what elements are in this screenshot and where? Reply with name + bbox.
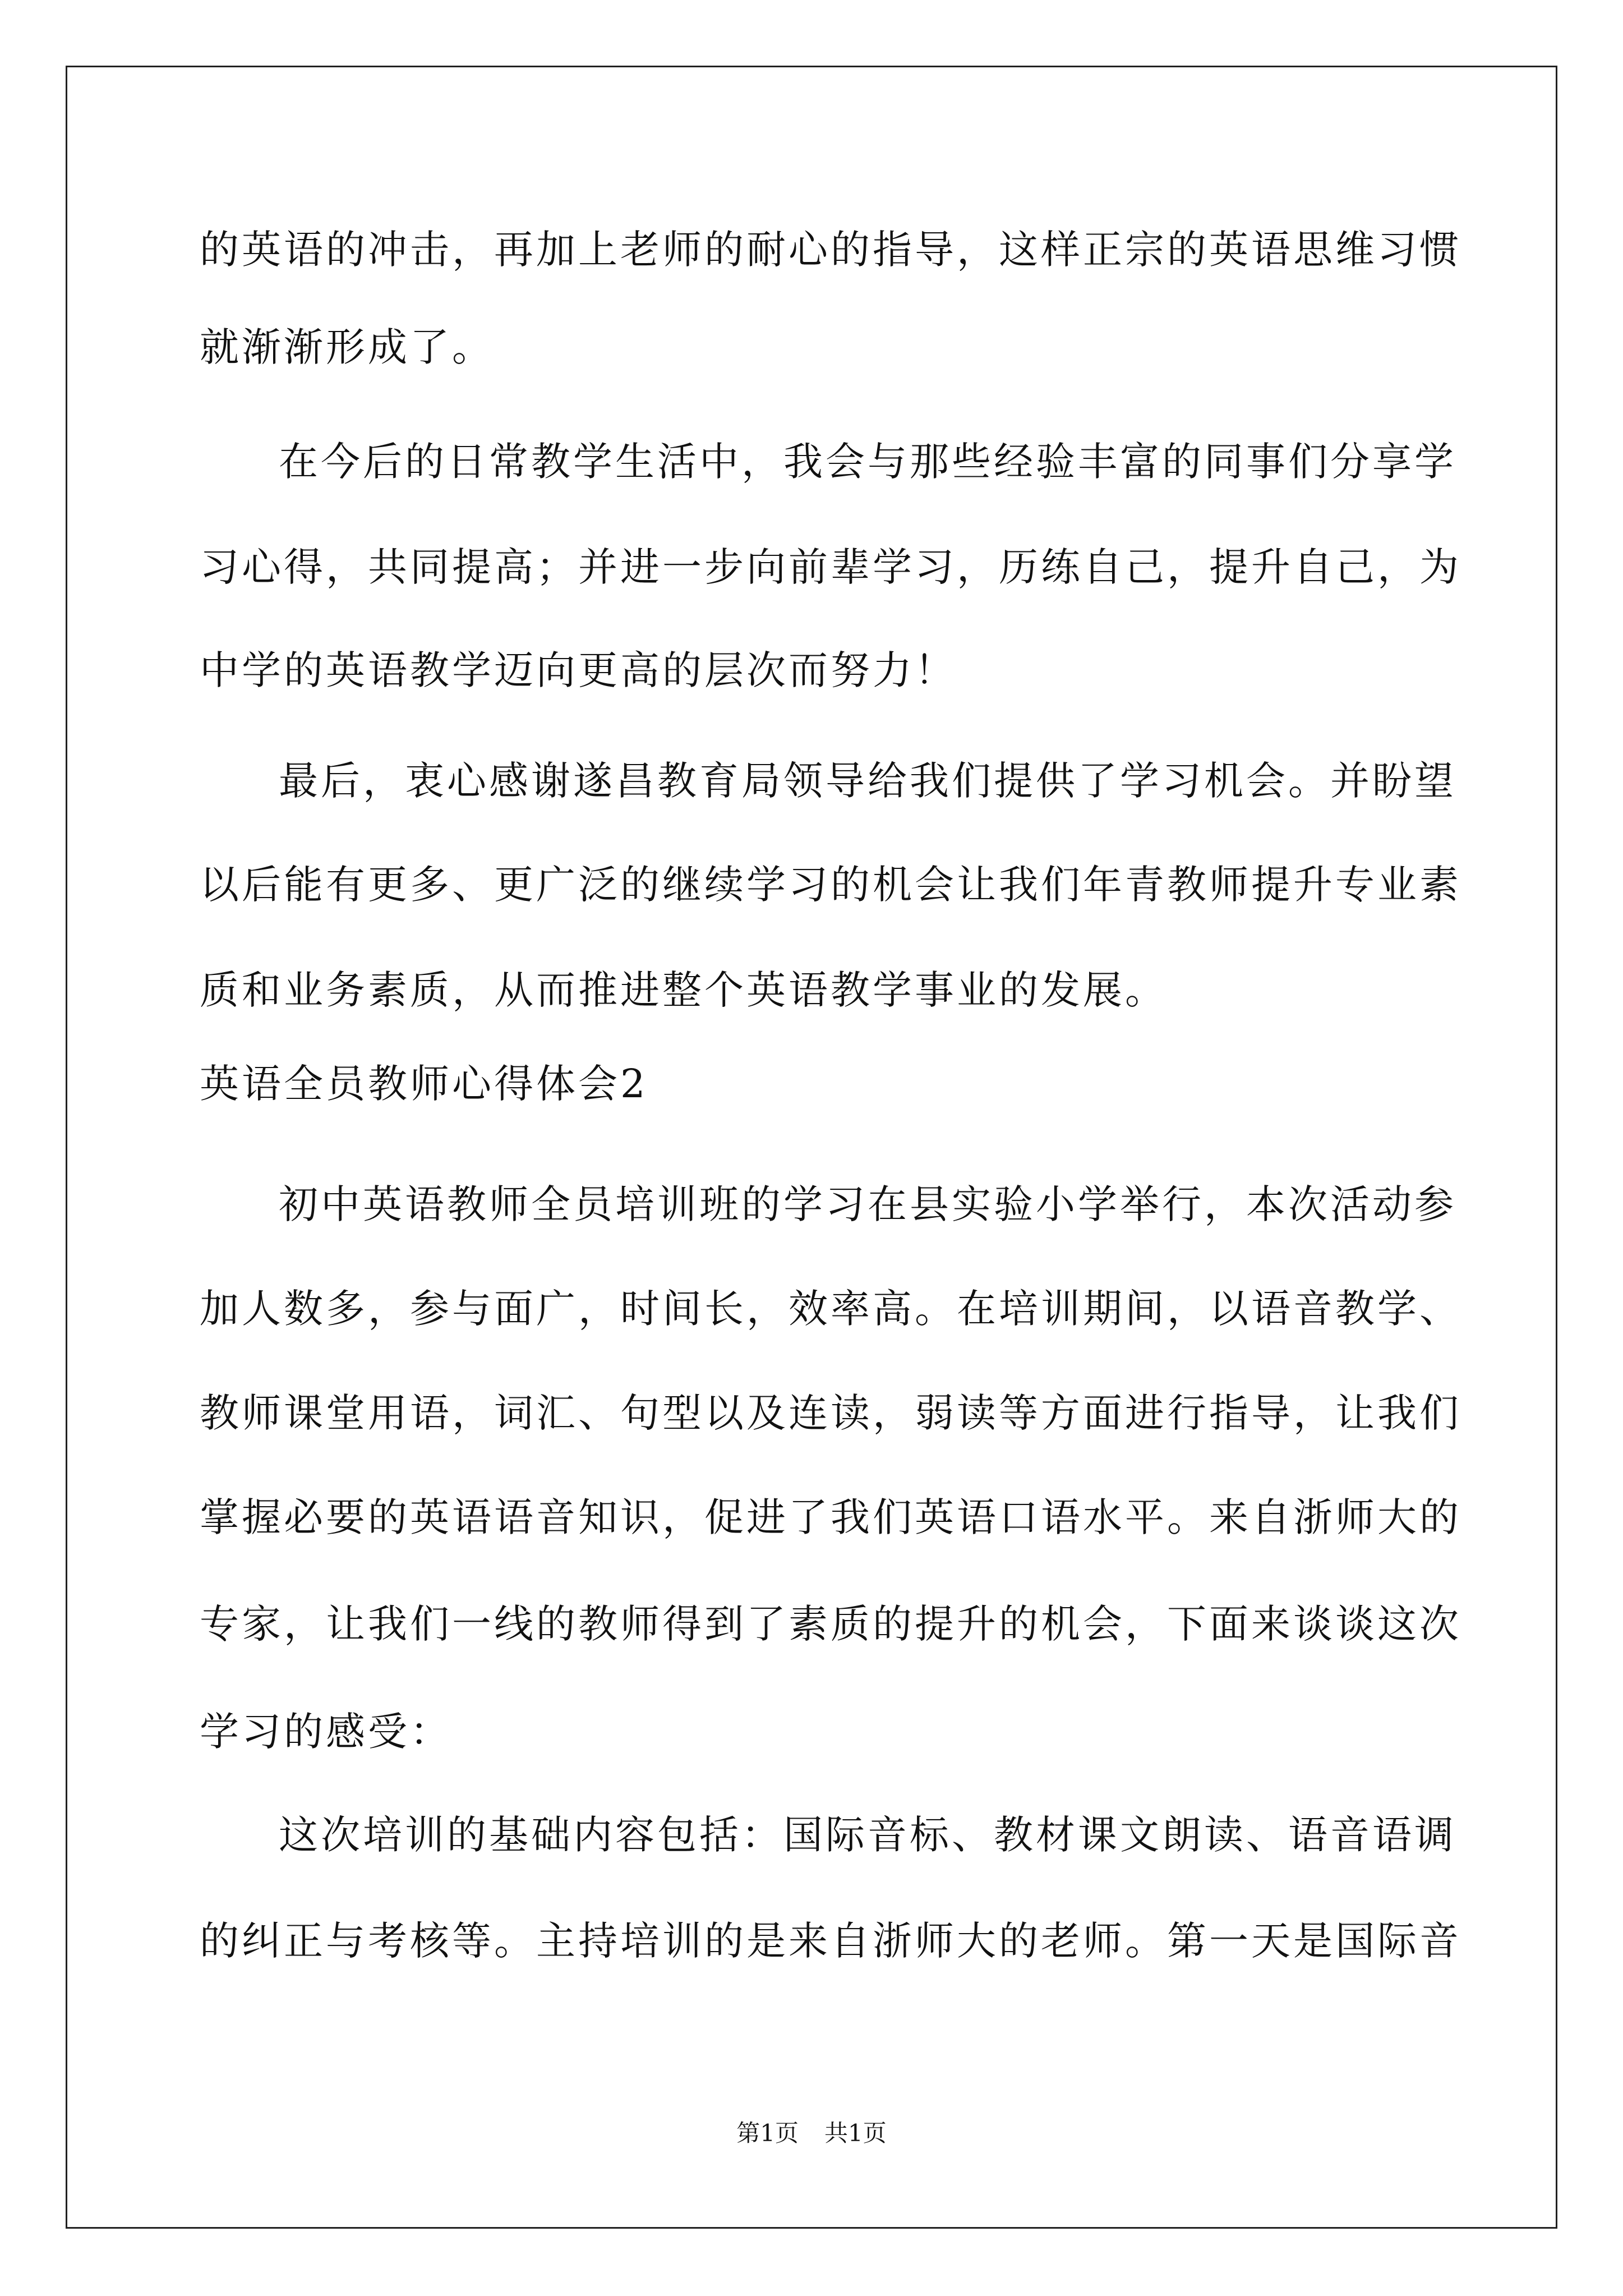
text-line: 质和业务素质，从而推进整个英语教学事业的发展。 (200, 967, 1167, 1013)
text-line: 就渐渐形成了。 (200, 324, 494, 370)
text-line: 专家，让我们一线的教师得到了素质的提升的机会，下面来谈谈这次 (200, 1601, 1461, 1647)
paragraph-start-line: 这次培训的基础内容包括：国际音标、教材课文朗读、语音语调 (279, 1812, 1456, 1858)
text-line: 学习的感受： (200, 1709, 452, 1755)
text-line: 的纠正与考核等。主持培训的是来自浙师大的老师。第一天是国际音 (200, 1918, 1461, 1964)
text-line: 的英语的冲击，再加上老师的耐心的指导，这样正宗的英语思维习惯 (200, 227, 1461, 273)
section-heading: 英语全员教师心得体会2 (200, 1061, 648, 1107)
page-border (66, 66, 1557, 2229)
paragraph-start-line: 初中英语教师全员培训班的学习在县实验小学举行，本次活动参 (279, 1181, 1456, 1227)
text-line: 加人数多，参与面广，时间长，效率高。在培训期间，以语音教学、 (200, 1286, 1461, 1332)
page-footer (0, 2119, 1623, 2147)
text-line: 以后能有更多、更广泛的继续学习的机会让我们年青教师提升专业素 (200, 862, 1461, 908)
page-number-current: 第1页 (736, 2119, 799, 2147)
paragraph-start-line: 最后，衷心感谢遂昌教育局领导给我们提供了学习机会。并盼望 (279, 758, 1456, 804)
paragraph-start-line: 在今后的日常教学生活中，我会与那些经验丰富的同事们分享学 (279, 439, 1456, 485)
page-number-total: 共1页 (824, 2119, 887, 2147)
text-line: 习心得，共同提高；并进一步向前辈学习，历练自己，提升自己，为 (200, 544, 1461, 590)
text-line: 掌握必要的英语语音知识，促进了我们英语口语水平。来自浙师大的 (200, 1494, 1461, 1540)
text-line: 中学的英语教学迈向更高的层次而努力！ (200, 647, 957, 693)
text-line: 教师课堂用语，词汇、句型以及连读，弱读等方面进行指导，让我们 (200, 1390, 1461, 1436)
